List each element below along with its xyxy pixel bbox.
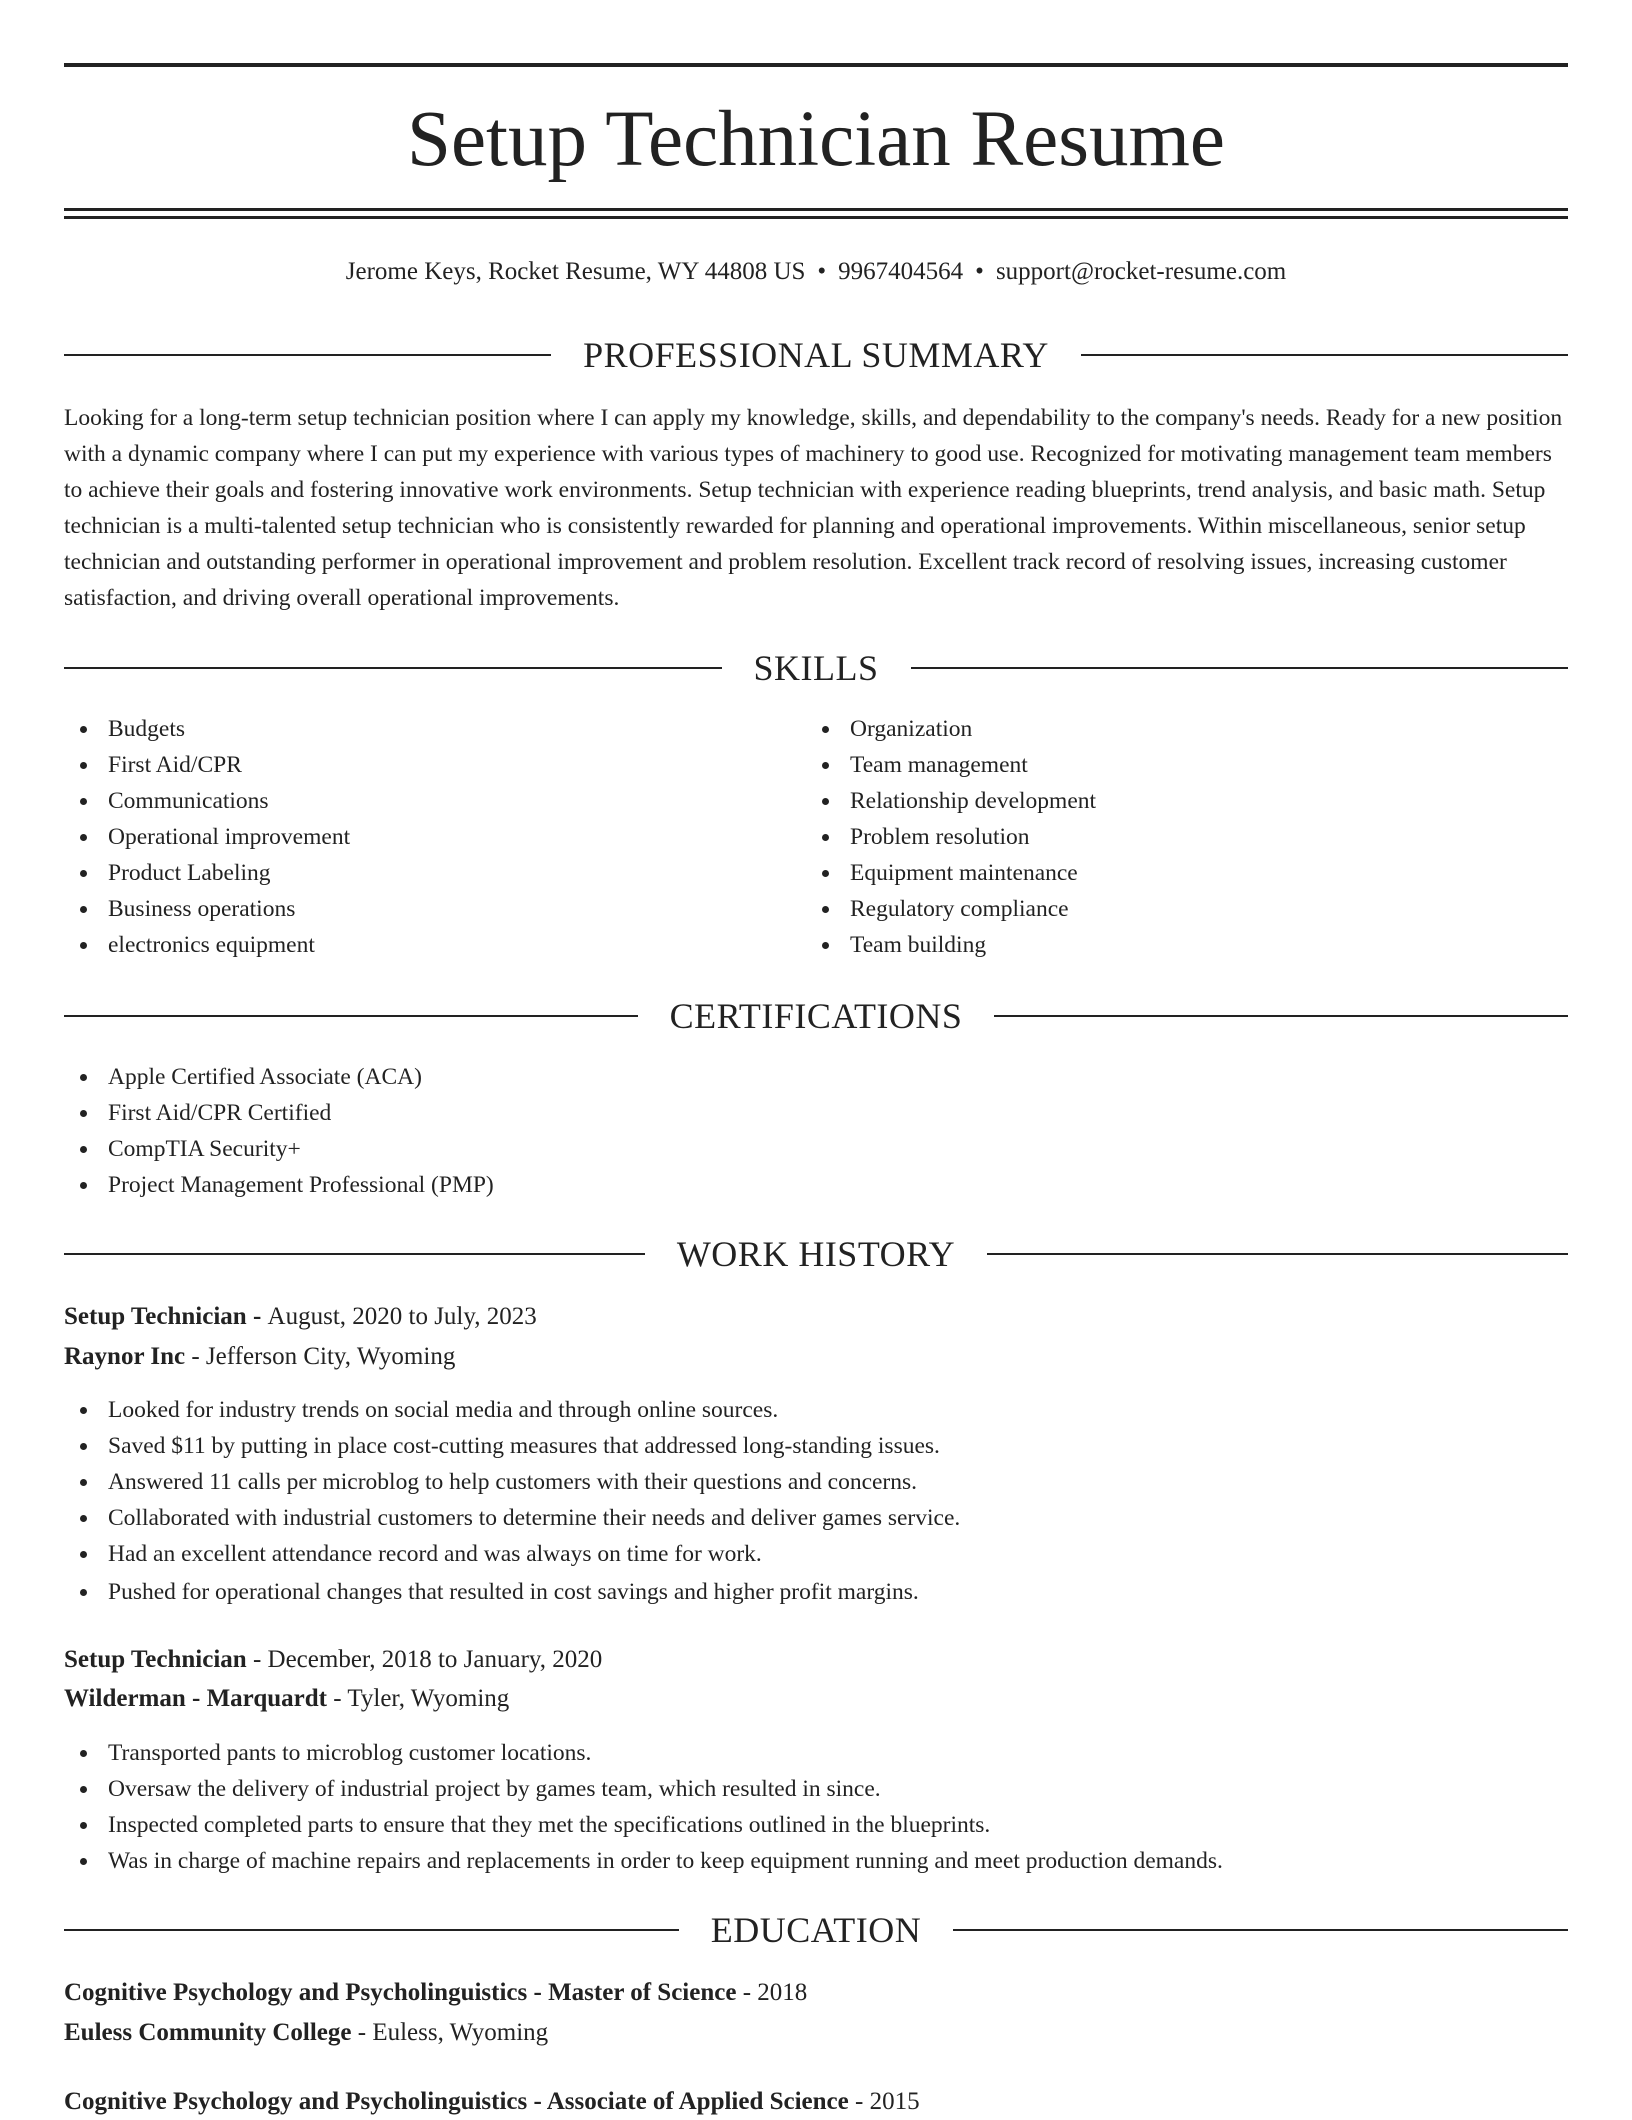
education-year: 2015 [869,2088,920,2115]
skill-item: Equipment maintenance [806,855,1506,891]
certification-item: CompTIA Security+ [64,1131,1564,1167]
certifications-list [64,1059,1564,1203]
section-title: EDUCATION [710,1910,922,1950]
skill-item: Regulatory compliance [806,891,1506,927]
job-company: Wilderman - Marquardt [64,1685,327,1712]
heading-rule [987,1253,1568,1255]
section-heading-certifications [64,994,1568,1038]
section-title: WORK HISTORY [676,1234,956,1274]
job-location: Jefferson City, Wyoming [205,1343,456,1370]
education-degree: Cognitive Psychology and Psycholinguistics - Associate of Applied Science [64,2088,849,2115]
title-bottom-rule [64,208,1568,211]
section-heading-work [64,1232,1568,1276]
section-title: SKILLS [753,648,879,688]
job-company-line: Wilderman - Marquardt - Tyler, Wyoming [64,1685,510,1712]
education-location: Euless, Wyoming [372,2019,549,2046]
summary-text: Looking for a long-term setup technician position where I can apply my knowledge, skills, and dependability to the company's needs. Ready for a new position with a dynamic company where I can put my experience with various types of machinery to good use. Recognized for motivating management team members to achieve their goals and fostering innovative work environments. Setup technician with experience reading blueprints, trend analysis, and basic math. Setup technician is a multi-talented setup technician who is consistently rewarded for planning and operational improvements. Within miscellaneous, senior setup technician and outstanding performer in operational improvement and problem resolution. Excellent track record of resolving issues, increasing customer satisfaction, and driving overall operational improvements. [64,405,1563,611]
job-bullets [64,1392,1568,1610]
skill-item: Budgets [64,711,764,747]
job-bullet: Was in charge of machine repairs and replacements in order to keep equipment running and meet production demands. [64,1843,1568,1879]
job-bullet: Had an excellent attendance record and was always on time for work. [64,1536,1568,1572]
education-school-line: Euless Community College - Euless, Wyoming [64,2019,549,2046]
job-bullet: Saved $11 by putting in place cost-cutting measures that addressed long-standing issues. [64,1428,1568,1464]
job-bullet: Collaborated with industrial customers to determine their needs and deliver games service. [64,1500,1568,1536]
skill-item: Product Labeling [64,855,764,891]
job-title: Setup Technician [64,1303,247,1330]
skill-item: Problem resolution [806,819,1506,855]
job-dates: August, 2020 to July, 2023 [267,1303,537,1330]
heading-rule [64,667,722,669]
job-title-line: Setup Technician - December, 2018 to January, 2020 [64,1646,603,1673]
title-top-rule [64,63,1568,67]
page-title: Setup Technician Resume [407,96,1225,183]
certification-item: Apple Certified Associate (ACA) [64,1059,1564,1095]
job-bullet: Looked for industry trends on social media and through online sources. [64,1392,1568,1428]
education-school: Euless Community College [64,2019,352,2046]
title-bottom-rule [64,216,1568,219]
contact-separator: • [817,258,827,285]
skill-item: Operational improvement [64,819,764,855]
job-bullet: Inspected completed parts to ensure that they met the specifications outlined in the blueprints. [64,1807,1568,1843]
job-bullet: Answered 11 calls per microblog to help customers with their questions and concerns. [64,1464,1568,1500]
job-location: Tyler, Wyoming [347,1685,510,1712]
skill-item: Team building [806,927,1506,963]
certification-item: Project Management Professional (PMP) [64,1167,1564,1203]
section-heading-education [64,1908,1568,1952]
job-title-line: Setup Technician - August, 2020 to July, 2023 [64,1303,537,1330]
contact-email: support@rocket-resume.com [995,258,1287,285]
heading-rule [1081,354,1568,356]
job-dates: December, 2018 to January, 2020 [267,1646,603,1673]
skill-item: First Aid/CPR [64,747,764,783]
job-company: Raynor Inc [64,1343,186,1370]
job-bullet: Oversaw the delivery of industrial project by games team, which resulted in since. [64,1771,1568,1807]
section-heading-skills [64,646,1568,690]
heading-rule [64,1253,645,1255]
skill-item: electronics equipment [64,927,764,963]
job-company-line: Raynor Inc - Jefferson City, Wyoming [64,1343,456,1370]
skill-item: Communications [64,783,764,819]
skill-item: Team management [806,747,1506,783]
contact-separator: • [975,258,984,285]
contact-phone: 9967404564 [838,258,964,285]
heading-rule [64,1015,638,1017]
section-title: CERTIFICATIONS [669,996,963,1036]
job-title: Setup Technician [64,1646,247,1673]
section-heading-summary [64,333,1568,377]
skill-item: Business operations [64,891,764,927]
section-title: PROFESSIONAL SUMMARY [583,335,1049,375]
job-bullet: Pushed for operational changes that resulted in cost savings and higher profit margins. [64,1574,1568,1610]
skill-item: Organization [806,711,1506,747]
skills-list-right [806,711,1506,963]
heading-rule [911,667,1569,669]
skills-list-left [64,711,764,963]
education-degree: Cognitive Psychology and Psycholinguistics - Master of Science [64,1979,737,2006]
heading-rule [64,354,551,356]
contact-line [64,254,1568,290]
heading-rule [64,1929,679,1931]
heading-rule [953,1929,1568,1931]
education-year: 2018 [757,1979,808,2006]
job-bullets [64,1735,1568,1879]
education-degree-line: Cognitive Psychology and Psycholinguistics - Associate of Applied Science - 2015 [64,2088,920,2115]
skill-item: Relationship development [806,783,1506,819]
job-bullet: Transported pants to microblog customer locations. [64,1735,1568,1771]
education-degree-line: Cognitive Psychology and Psycholinguistics - Master of Science - 2018 [64,1979,808,2006]
heading-rule [994,1015,1568,1017]
certification-item: First Aid/CPR Certified [64,1095,1564,1131]
contact-address: Jerome Keys, Rocket Resume, WY 44808 US [345,258,806,285]
